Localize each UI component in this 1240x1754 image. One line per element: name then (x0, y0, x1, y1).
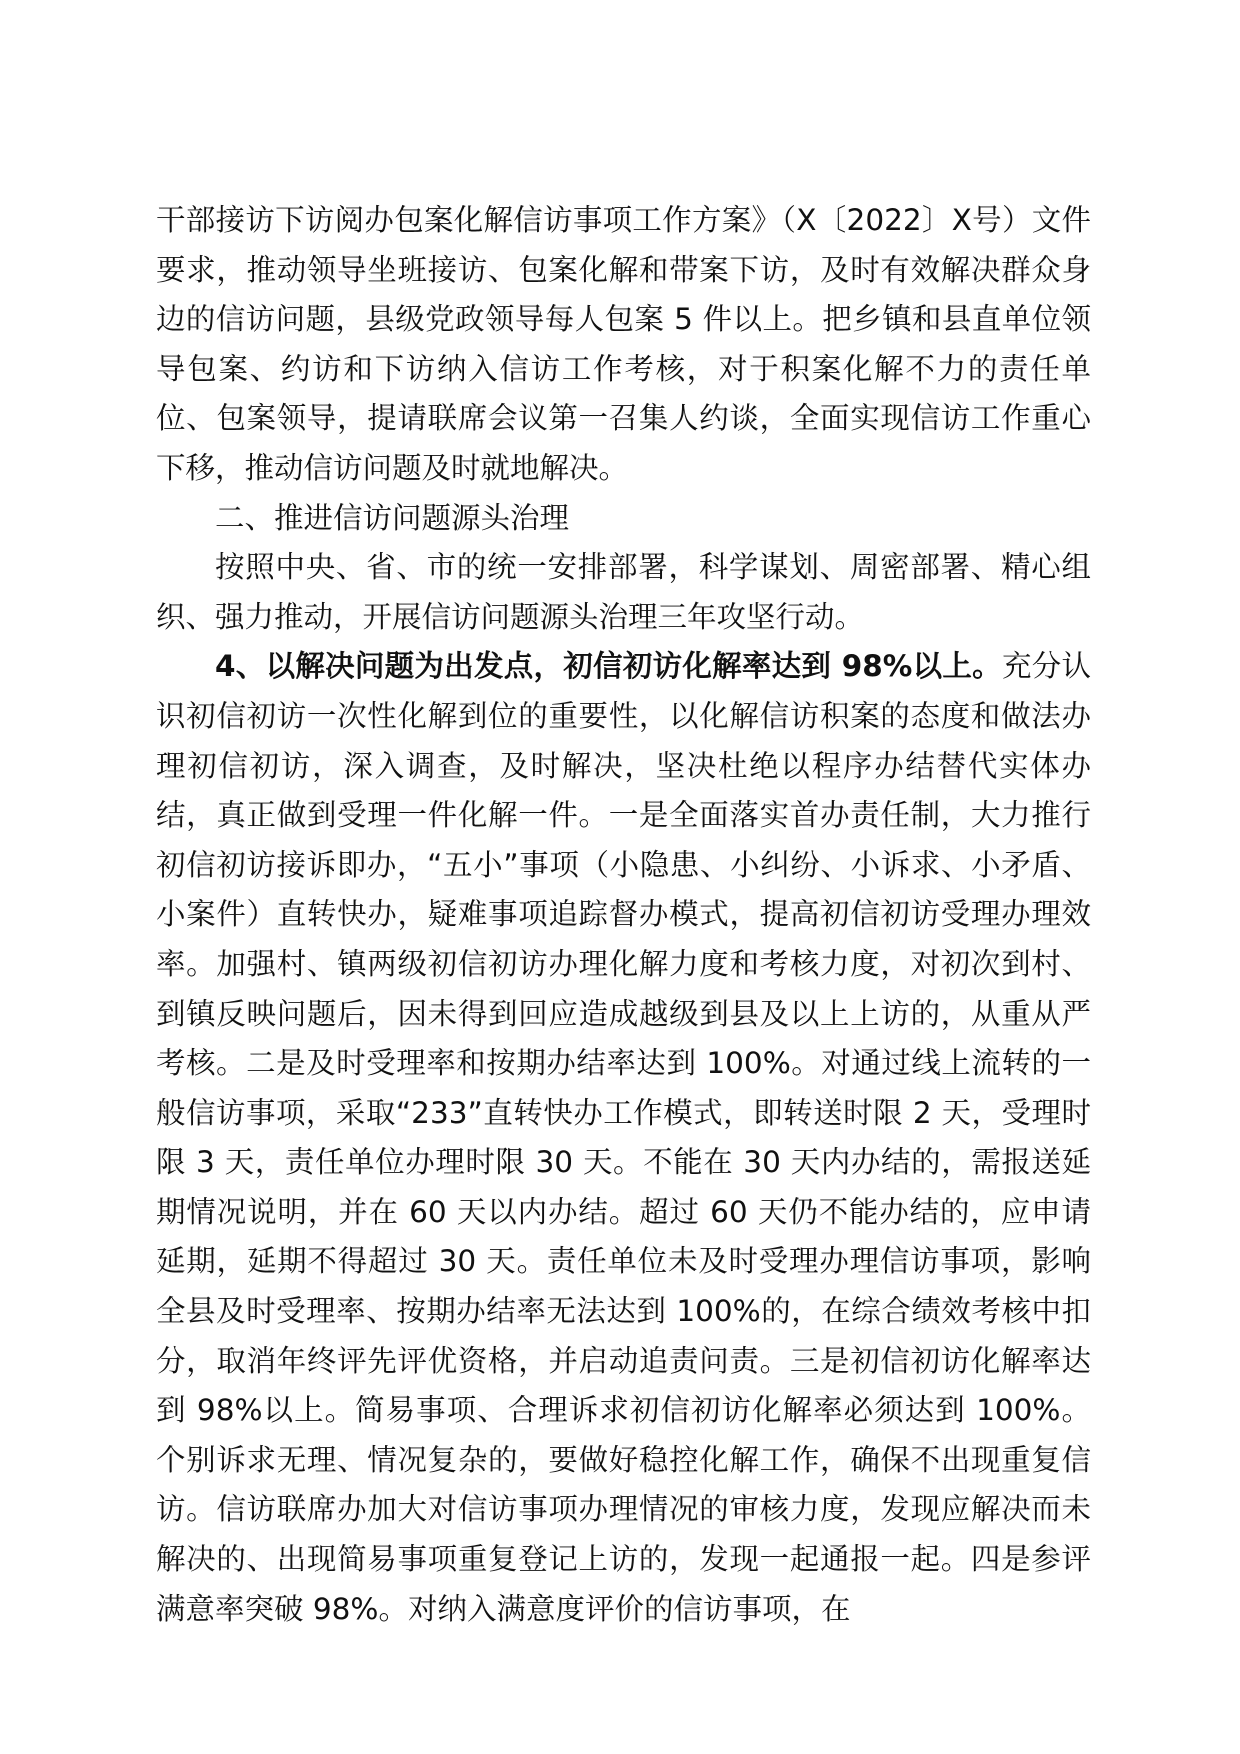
paragraph-initial-petition-resolution (156, 642, 1091, 1634)
paragraph-three-year-campaign: 按照中央、省、市的统一安排部署，科学谋划、周密部署、精心组织、强力推动，开展信访问题源头治理三年攻坚行动。 (156, 550, 1091, 634)
document-page (156, 196, 1091, 1634)
section-heading-source-governance: 二、推进信访问题源头治理 (215, 500, 570, 535)
paragraph-lead-heading: 4、以解决问题为出发点，初信初访化解率达到 98%以上。 (215, 649, 1002, 684)
paragraph-body-text: 充分认识初信初访一次性化解到位的重要性，以化解信访积案的态度和做法办理初信初访，深入调查，及时解决，坚决杜绝以程序办结替代实体办结，真正做到受理一件化解一件。一是全面落实首办责任制，大力推行初信初访接诉即办，“五小”事项（小隐患、小纠纷、小诉求、小矛盾、小案件）直转快办，疑难事项追踪督办模式，提高初信初访受理办理效率。加强村、镇两级初信初访办理化解力度和考核力度，对初次到村、到镇反映问题后，因未得到回应造成越级到县及以上上访的，从重从严考核。二是及时受理率和按期办结率达到 100%。对通过线上流转的一般信访事项，采取“233”直转快办工作模式，即转送时限 2 天，受理时限 3 天，责任单位办理时限 30 天。不能在 30 天内办结的，需报送延期情况说明，并在 60 天以内办结。超过 60 天仍不能办结的，应申请延期，延期不得超过 30 天。责任单位未及时受理办理信访事项，影响全县及时受理率、按期办结率无法达到 100%的，在综合绩效考核中扣分，取消年终评先评优资格，并启动追责问责。三是初信初访化解率达到 98%以上。简易事项、合理诉求初信初访化解率必须达到 100%。个别诉求无理、情况复杂的，要做好稳控化解工作，确保不出现重复信访。信访联席办加大对信访事项办理情况的审核力度，发现应解决而未解决的、出现简易事项重复登记上访的，发现一起通报一起。四是参评满意率突破 98%。对纳入满意度评价的信访事项，在 (156, 649, 1091, 1626)
paragraph-work-plan-continuation: 干部接访下访阅办包案化解信访事项工作方案》（X〔2022〕X号）文件要求，推动领导坐班接访、包案化解和带案下访，及时有效解决群众身边的信访问题，县级党政领导每人包案 5 件以上。把乡镇和县直单位领导包案、约访和下访纳入信访工作考核，对于积案化解不力的责任单位、包案领导，提请联席会议第一召集人约谈，全面实现信访工作重心下移，推动信访问题及时就地解决。 (156, 203, 1091, 485)
